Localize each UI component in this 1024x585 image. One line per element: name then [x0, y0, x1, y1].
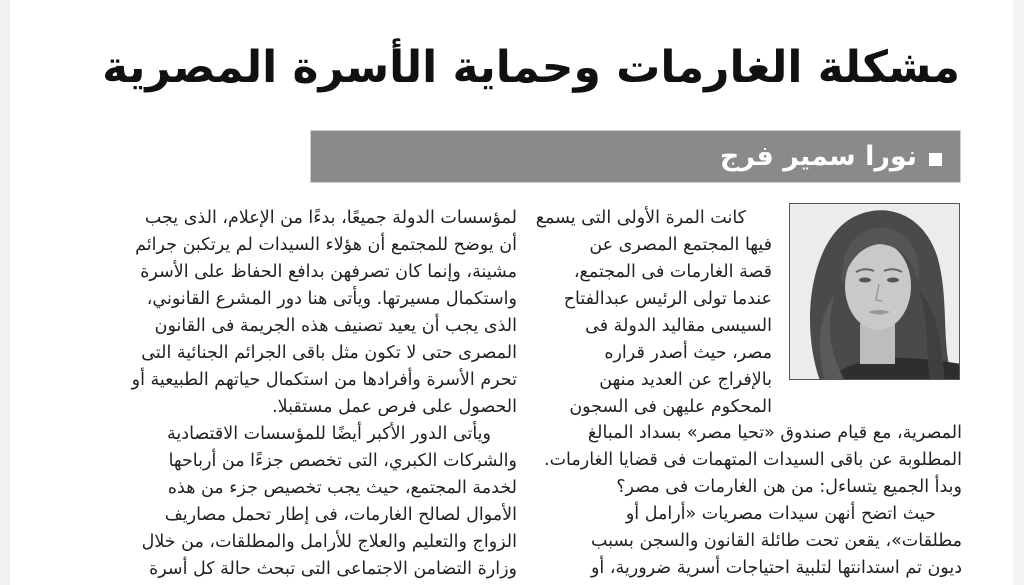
- body-line: الزواج والتعليم والعلاج للأرامل والمطلقات، من خلال: [141, 532, 517, 552]
- body-line: المحكوم عليهن فى السجون: [569, 397, 772, 417]
- body-line: مطلقات»، يقعن تحت طائلة القانون والسجن بسبب: [590, 531, 962, 551]
- author-name: نورا سمير فرج: [719, 141, 917, 172]
- body-line: السيسى مقاليد الدولة فى: [585, 316, 772, 336]
- body-line: واستكمال مسيرتها. ويأتى هنا دور المشرع القانوني،: [146, 289, 517, 309]
- body-line: أن يوضح للمجتمع أن هؤلاء السيدات لم يرتكبن جرائم: [135, 235, 517, 255]
- body-line: وبدأ الجميع يتساءل: من هن الغارمات فى مصر؟: [616, 477, 962, 497]
- body-line: المصرى حتى لا تكون مثل باقى الجرائم الجنائية التى: [141, 343, 517, 363]
- article-column-left: [62, 205, 517, 583]
- body-line: فيها المجتمع المصرى عن: [589, 235, 772, 255]
- author-portrait-icon: [790, 204, 960, 380]
- page-edge-left: [0, 0, 10, 585]
- body-line: مشينة، وإنما كان تصرفهن بدافع الحفاظ على الأسرة: [140, 262, 517, 282]
- body-line: قصة الغارمات فى المجتمع،: [573, 262, 772, 282]
- body-line: حيث اتضح أنهن سيدات مصريات «أرامل أو: [625, 504, 936, 524]
- body-line: كانت المرة الأولى التى يسمع: [535, 208, 746, 228]
- body-line: المطلوبة عن باقى السيدات المتهمات فى قضايا الغارمات.: [544, 450, 962, 470]
- body-line: ديون تم استدانتها لتلبية احتياجات أسرية ضرورية، أو: [590, 558, 962, 578]
- body-line: الحصول على فرص عمل مستقبلا.: [272, 397, 517, 417]
- body-line: مصر، حيث أصدر قراره: [604, 343, 772, 363]
- page-edge-right: [1013, 0, 1024, 585]
- body-line: تحرم الأسرة وأفرادها من استكمال حياتهم الطبيعية أو: [131, 370, 517, 390]
- article-headline: مشكلة الغارمات وحماية الأسرة المصرية: [102, 42, 960, 94]
- body-line: وزارة التضامن الاجتماعى التى تبحث حالة كل أسرة: [149, 559, 517, 579]
- author-photo: [789, 203, 960, 380]
- body-line: عندما تولى الرئيس عبدالفتاح: [563, 289, 772, 309]
- body-line: الذى يجب أن يعيد تصنيف هذه الجريمة فى القانون: [154, 316, 517, 336]
- body-line: لمؤسسات الدولة جميعًا، بدءًا من الإعلام، الذى يجب: [144, 208, 517, 228]
- body-line: الأموال لصالح الغارمات، فى إطار تحمل مصاريف: [164, 505, 517, 525]
- body-line: ويأتى الدور الأكبر أيضًا للمؤسسات الاقتصادية: [167, 424, 491, 444]
- article-column-right-bottom: [532, 420, 962, 582]
- article-column-right-top: [532, 205, 772, 421]
- body-line: المصرية، مع قيام صندوق «تحيا مصر» بسداد المبالغ: [587, 423, 962, 443]
- body-line: والشركات الكبري، التى تخصص جزءًا من أرباحها: [168, 451, 517, 471]
- byline-bar: [310, 130, 961, 183]
- square-bullet-icon: [929, 153, 942, 166]
- body-line: لخدمة المجتمع، حيث يجب تخصيص جزء من هذه: [167, 478, 517, 498]
- body-line: بالإفراج عن العديد منهن: [599, 370, 772, 390]
